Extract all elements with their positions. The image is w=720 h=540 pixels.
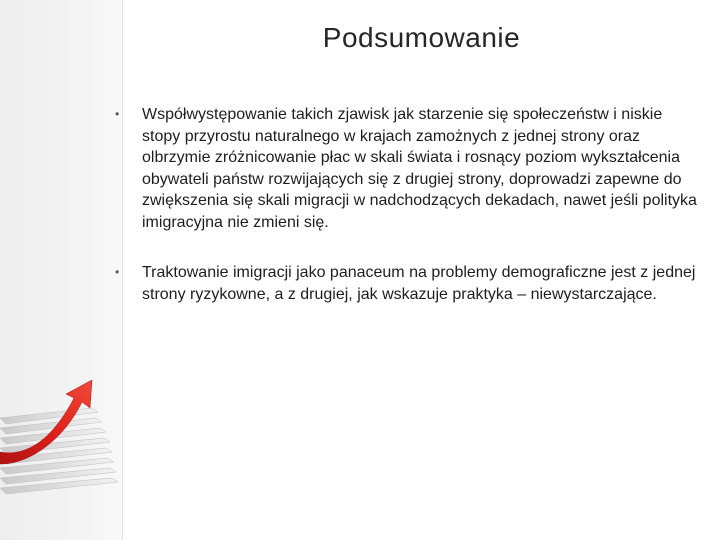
bullet-marker: •: [115, 107, 120, 121]
bullet-item: [112, 262, 697, 305]
slide-content: [112, 104, 697, 334]
bullet-text: Współwystępowanie takich zjawisk jak starzenie się społeczeństw i niskie stopy przyrostu naturalnego w krajach zamożnych z jednej strony oraz olbrzymie zróżnicowanie płac w skali świata i rosnący poziom wykształcenia obywateli państw rozwijających się z drugiej strony, doprowadzi zapewne do zwiększenia się skali migracji w nadchodzących dekadach, nawet jeśli polityka imigracyjna nie zmieni się.: [142, 106, 697, 231]
growth-arrow-icon: [0, 360, 124, 500]
bullet-text: Traktowanie imigracji jako panaceum na problemy demograficzne jest z jednej strony ryzykowne, a z drugiej, jak wskazuje praktyka – niewystarczające.: [142, 264, 696, 303]
bullet-marker: •: [115, 265, 120, 279]
slide-title: Podsumowanie: [322, 22, 521, 53]
paper-stack: [0, 408, 118, 494]
bullet-item: [112, 104, 697, 233]
